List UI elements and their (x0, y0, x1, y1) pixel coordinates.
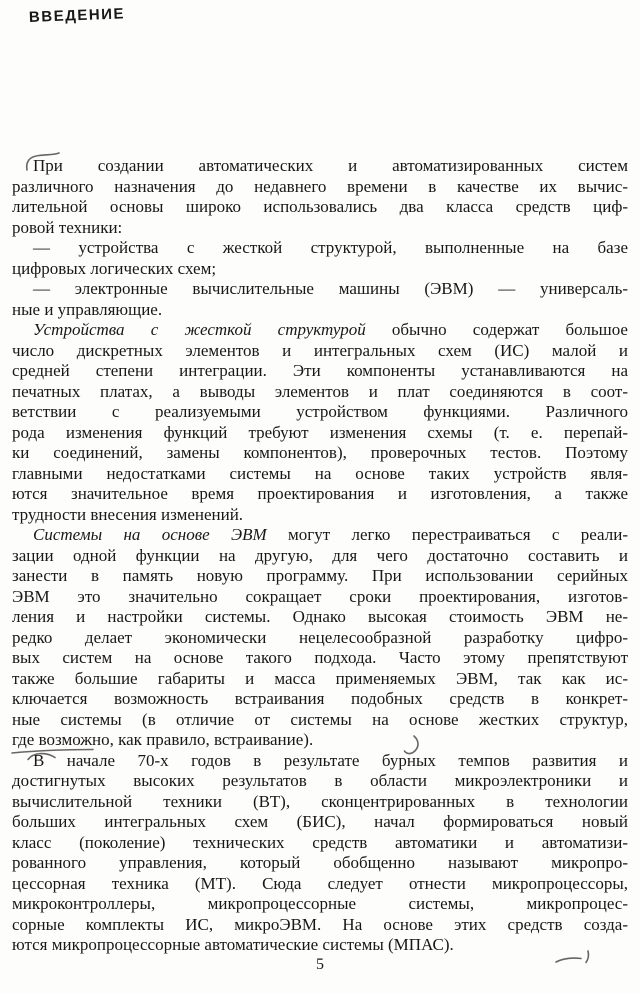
text-block (12, 156, 628, 956)
text-segment: ются микропроцессорные автоматические системы (МПАС). (12, 935, 454, 954)
text-segment: сорные комплекты ИС, микроЭВМ. На основе этих средств созда- (12, 914, 628, 934)
text-line (12, 812, 628, 833)
text-line (12, 156, 628, 177)
text-line (12, 320, 628, 341)
text-line (12, 874, 628, 895)
text-segment: ЭВМ это значительно сокращает сроки проектирования, изготов- (12, 586, 628, 606)
text-segment: микроконтроллеры, микропроцессорные системы, микропроцес- (12, 894, 628, 913)
text-segment: ключается возможность встраивания подобных средств в конкрет- (12, 689, 628, 708)
text-segment: главными недостатками системы на основе таких устройств явля- (12, 463, 628, 483)
text-segment: ления и настройки системы. Однако высокая стоимость ЭВМ не- (12, 607, 628, 626)
text-segment: вых систем на основе такого подхода. Часто этому препятствуют (12, 648, 628, 667)
text-segment: различного назначения до недавнего времени в качестве их вычис- (12, 176, 628, 196)
text-line (12, 259, 628, 280)
text-line (12, 361, 628, 382)
text-segment: — электронные вычислительные машины (ЭВМ) — универсаль- (33, 279, 628, 298)
text-segment: рода изменения функций требуют изменения схемы (т. е. перепай- (12, 422, 628, 442)
text-line (12, 402, 628, 423)
text-segment: цифровых логических схем; (12, 258, 217, 278)
text-line (12, 423, 628, 444)
text-segment: средней степени интеграции. Эти компоненты устанавливаются на (12, 361, 628, 380)
text-line (12, 771, 628, 792)
text-segment: также большие габариты и масса применяемых ЭВМ, так как ис- (12, 668, 628, 688)
italic-text-segment: Системы на основе ЭВМ (33, 525, 267, 544)
text-line (12, 648, 628, 669)
text-segment: вычислительной техники (ВТ), сконцентрированных в технологии (12, 791, 628, 811)
text-line (12, 587, 628, 608)
text-segment: цессорная техника (МТ). Сюда следует отнести микропроцессоры, (12, 873, 628, 893)
text-line (12, 382, 628, 403)
text-line (12, 279, 628, 300)
text-line (12, 935, 628, 956)
text-segment: редко делает экономически нецелесообразной разработку цифро- (12, 627, 628, 647)
italic-text-segment: Устройства с жесткой структурой (33, 320, 366, 339)
text-line (12, 751, 628, 772)
text-line (12, 505, 628, 526)
text-line (12, 894, 628, 915)
text-line (12, 177, 628, 198)
text-line (12, 546, 628, 567)
text-line (12, 218, 628, 239)
text-line (12, 197, 628, 218)
text-segment: класс (поколение) технических средств автоматики и автоматизи- (12, 832, 628, 852)
text-line (12, 669, 628, 690)
text-segment: ветствии с реализуемыми устройством функциями. Различного (12, 402, 628, 421)
text-segment: При создании автоматических и автоматизированных систем (33, 156, 628, 175)
text-segment: число дискретных элементов и интегральных схем (ИС) малой и (12, 340, 628, 360)
text-segment: ки соединений, замены компонентов), проверочных тестов. Поэтому (12, 443, 628, 462)
text-line (12, 525, 628, 546)
text-line (12, 628, 628, 649)
text-line (12, 443, 628, 464)
text-segment: занести в память новую программу. При использовании серийных (12, 566, 628, 585)
page-number: 5 (316, 956, 324, 973)
text-line (12, 484, 628, 505)
text-segment: зации одной функции на другую, для чего достаточно составить и (12, 545, 628, 565)
text-segment: В начале 70-х годов в результате бурных темпов развития и (33, 750, 628, 770)
text-segment: ные системы (в отличие от системы на основе жестких структур, (12, 709, 628, 729)
text-segment: обычно содержат большое (365, 320, 628, 339)
text-segment: лительной основы широко использовались два класса средств циф- (12, 197, 628, 216)
text-line (12, 689, 628, 710)
text-segment: больших интегральных схем (БИС), начал формироваться новый (12, 812, 628, 831)
chapter-heading: ВВЕДЕНИЕ (28, 5, 126, 26)
text-line (12, 300, 628, 321)
text-segment: где возможно, как правило, встраивание). (12, 730, 314, 749)
text-line (12, 853, 628, 874)
text-segment: ровой техники: (12, 217, 123, 237)
text-segment: рованного управления, который обобщенно называют микропро- (12, 853, 628, 872)
text-line (12, 915, 628, 936)
text-line (12, 566, 628, 587)
text-line (12, 730, 628, 751)
text-segment: ные и управляющие. (12, 299, 163, 319)
text-line (12, 833, 628, 854)
text-segment: ются значительное время проектирования и изготовления, а также (12, 484, 628, 503)
text-line (12, 238, 628, 259)
text-segment: трудности внесения изменений. (12, 504, 244, 524)
text-segment: печатных платах, а выводы элементов и плат соединяются в соот- (12, 381, 628, 401)
text-line (12, 464, 628, 485)
text-line (12, 710, 628, 731)
text-line (12, 341, 628, 362)
text-segment: могут легко перестраиваться с реали- (266, 525, 628, 544)
text-line (12, 607, 628, 628)
text-segment: — устройства с жесткой структурой, выполненные на базе (33, 238, 628, 257)
text-segment: достигнутых высоких результатов в области микроэлектроники и (12, 771, 628, 790)
text-line (12, 792, 628, 813)
